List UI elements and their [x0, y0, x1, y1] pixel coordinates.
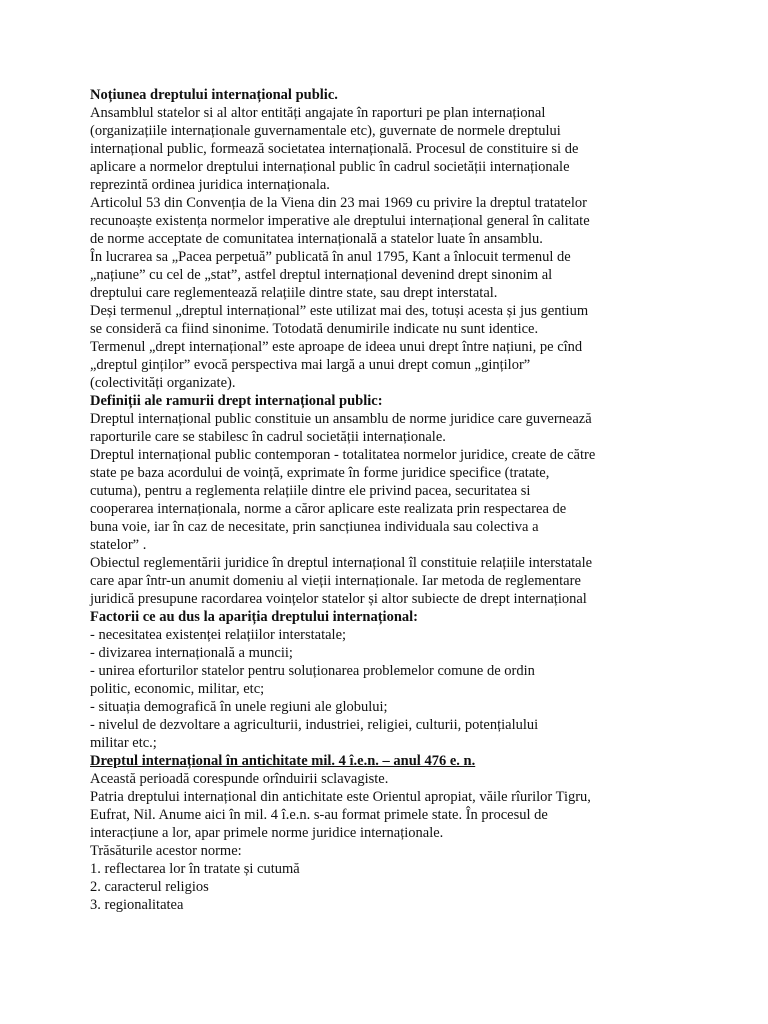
list-item: - necesitatea existenței relațiilor interstatale;	[90, 627, 347, 643]
list-item: politic, economic, militar, etc;	[90, 681, 265, 697]
list-item: 3. regionalitatea	[90, 897, 184, 913]
paragraph-line: „dreptul ginților” evocă perspectiva mai largă a unui drept comun „ginților”	[90, 357, 531, 373]
paragraph-line: juridică presupune racordarea voințelor statelor și altor subiecte de drept internațional	[90, 591, 587, 607]
paragraph-line: „națiune” cu cel de „stat”, astfel dreptul internațional devenind drept sinonim al	[90, 267, 553, 283]
paragraph-line: Eufrat, Nil. Anume aici în mil. 4 î.e.n. s-au format primele state. În procesul de	[90, 807, 548, 823]
paragraph-line: recunoaște existența normelor imperative ale dreptului internațional general în calitate	[90, 213, 590, 229]
paragraph-line: (colectivități organizate).	[90, 375, 236, 391]
list-item: 1. reflectarea lor în tratate și cutumă	[90, 861, 300, 877]
paragraph-line: cutuma), pentru a reglementa relațiile dintre ele privind pacea, securitatea si	[90, 483, 531, 499]
paragraph-line: internațional public, formează societatea internațională. Procesul de constituire si de	[90, 141, 579, 157]
paragraph-line: Dreptul internațional public constituie un ansamblu de norme juridice care guvernează	[90, 411, 592, 427]
paragraph-line: (organizațiile internaționale guvernamentale etc), guvernate de normele dreptului	[90, 123, 561, 139]
paragraph-line: Dreptul internațional public contemporan - totalitatea normelor juridice, create de către	[90, 447, 596, 463]
paragraph-line: dreptului care reglementează relațiile dintre state, sau drept interstatal.	[90, 285, 498, 301]
paragraph-line: interacțiune a lor, apar primele norme juridice internaționale.	[90, 825, 444, 841]
paragraph-line: de norme acceptate de comunitatea internațională a statelor luate în ansamblu.	[90, 231, 543, 247]
list-item: - situația demografică în unele regiuni ale globului;	[90, 699, 388, 715]
list-item: - unirea eforturilor statelor pentru soluționarea problemelor comune de ordin	[90, 663, 535, 679]
heading-notiunea: Noțiunea dreptului internațional public.	[90, 87, 338, 103]
paragraph-line: În lucrarea sa „Pacea perpetuă” publicată în anul 1795, Kant a înlocuit termenul de	[90, 249, 571, 265]
heading-factorii: Factorii ce au dus la apariția dreptului internațional:	[90, 609, 418, 625]
paragraph-line: Această perioadă corespunde orînduirii sclavagiste.	[90, 771, 389, 787]
paragraph-line: Deși termenul „dreptul internațional” este utilizat mai des, totuși acesta și jus gentium	[90, 303, 589, 319]
paragraph-line: state pe baza acordului de voință, exprimate în forme juridice specifice (tratate,	[90, 465, 550, 481]
list-item: militar etc.;	[90, 735, 157, 751]
paragraph-line: raporturile care se stabilesc în cadrul societății internaționale.	[90, 429, 446, 445]
list-item: 2. caracterul religios	[90, 879, 209, 895]
paragraph-line: aplicare a normelor dreptului internațional public în cadrul societății internaționale	[90, 159, 570, 175]
heading-definitii: Definiții ale ramurii drept internațional public:	[90, 393, 383, 409]
paragraph-line: Articolul 53 din Convenția de la Viena din 23 mai 1969 cu privire la dreptul tratatelor	[90, 195, 587, 211]
paragraph-line: Ansamblul statelor si al altor entități angajate în raporturi pe plan internațional	[90, 105, 546, 121]
paragraph-line: se consideră ca fiind sinonime. Totodată denumirile indicate nu sunt identice.	[90, 321, 539, 337]
paragraph-line: cooperarea internaționala, norme a căror aplicare este realizata prin respectarea de	[90, 501, 567, 517]
paragraph-line: Obiectul reglementării juridice în dreptul internațional îl constituie relațiile interstatale	[90, 555, 593, 571]
document-body	[90, 86, 760, 914]
paragraph-line: reprezintă ordinea juridica internaționala.	[90, 177, 330, 193]
paragraph-line: Patria dreptului internațional din antichitate este Orientul apropiat, văile rîurilor Tigru,	[90, 789, 591, 805]
paragraph-line: statelor” .	[90, 537, 147, 553]
heading-antichitate: Dreptul internațional în antichitate mil. 4 î.e.n. – anul 476 e. n.	[90, 753, 476, 769]
list-item: - nivelul de dezvoltare a agriculturii, industriei, religiei, culturii, potențialului	[90, 717, 539, 733]
paragraph-line: buna voie, iar în caz de necesitate, prin sancțiunea individuala sau colectiva a	[90, 519, 539, 535]
paragraph-line: Termenul „drept internațional” este aproape de ideea unui drept între națiuni, pe cînd	[90, 339, 583, 355]
list-item: - divizarea internațională a muncii;	[90, 645, 293, 661]
paragraph-line: care apar într-un anumit domeniu al vieții internaționale. Iar metoda de reglementare	[90, 573, 581, 589]
paragraph-line: Trăsăturile acestor norme:	[90, 843, 242, 859]
